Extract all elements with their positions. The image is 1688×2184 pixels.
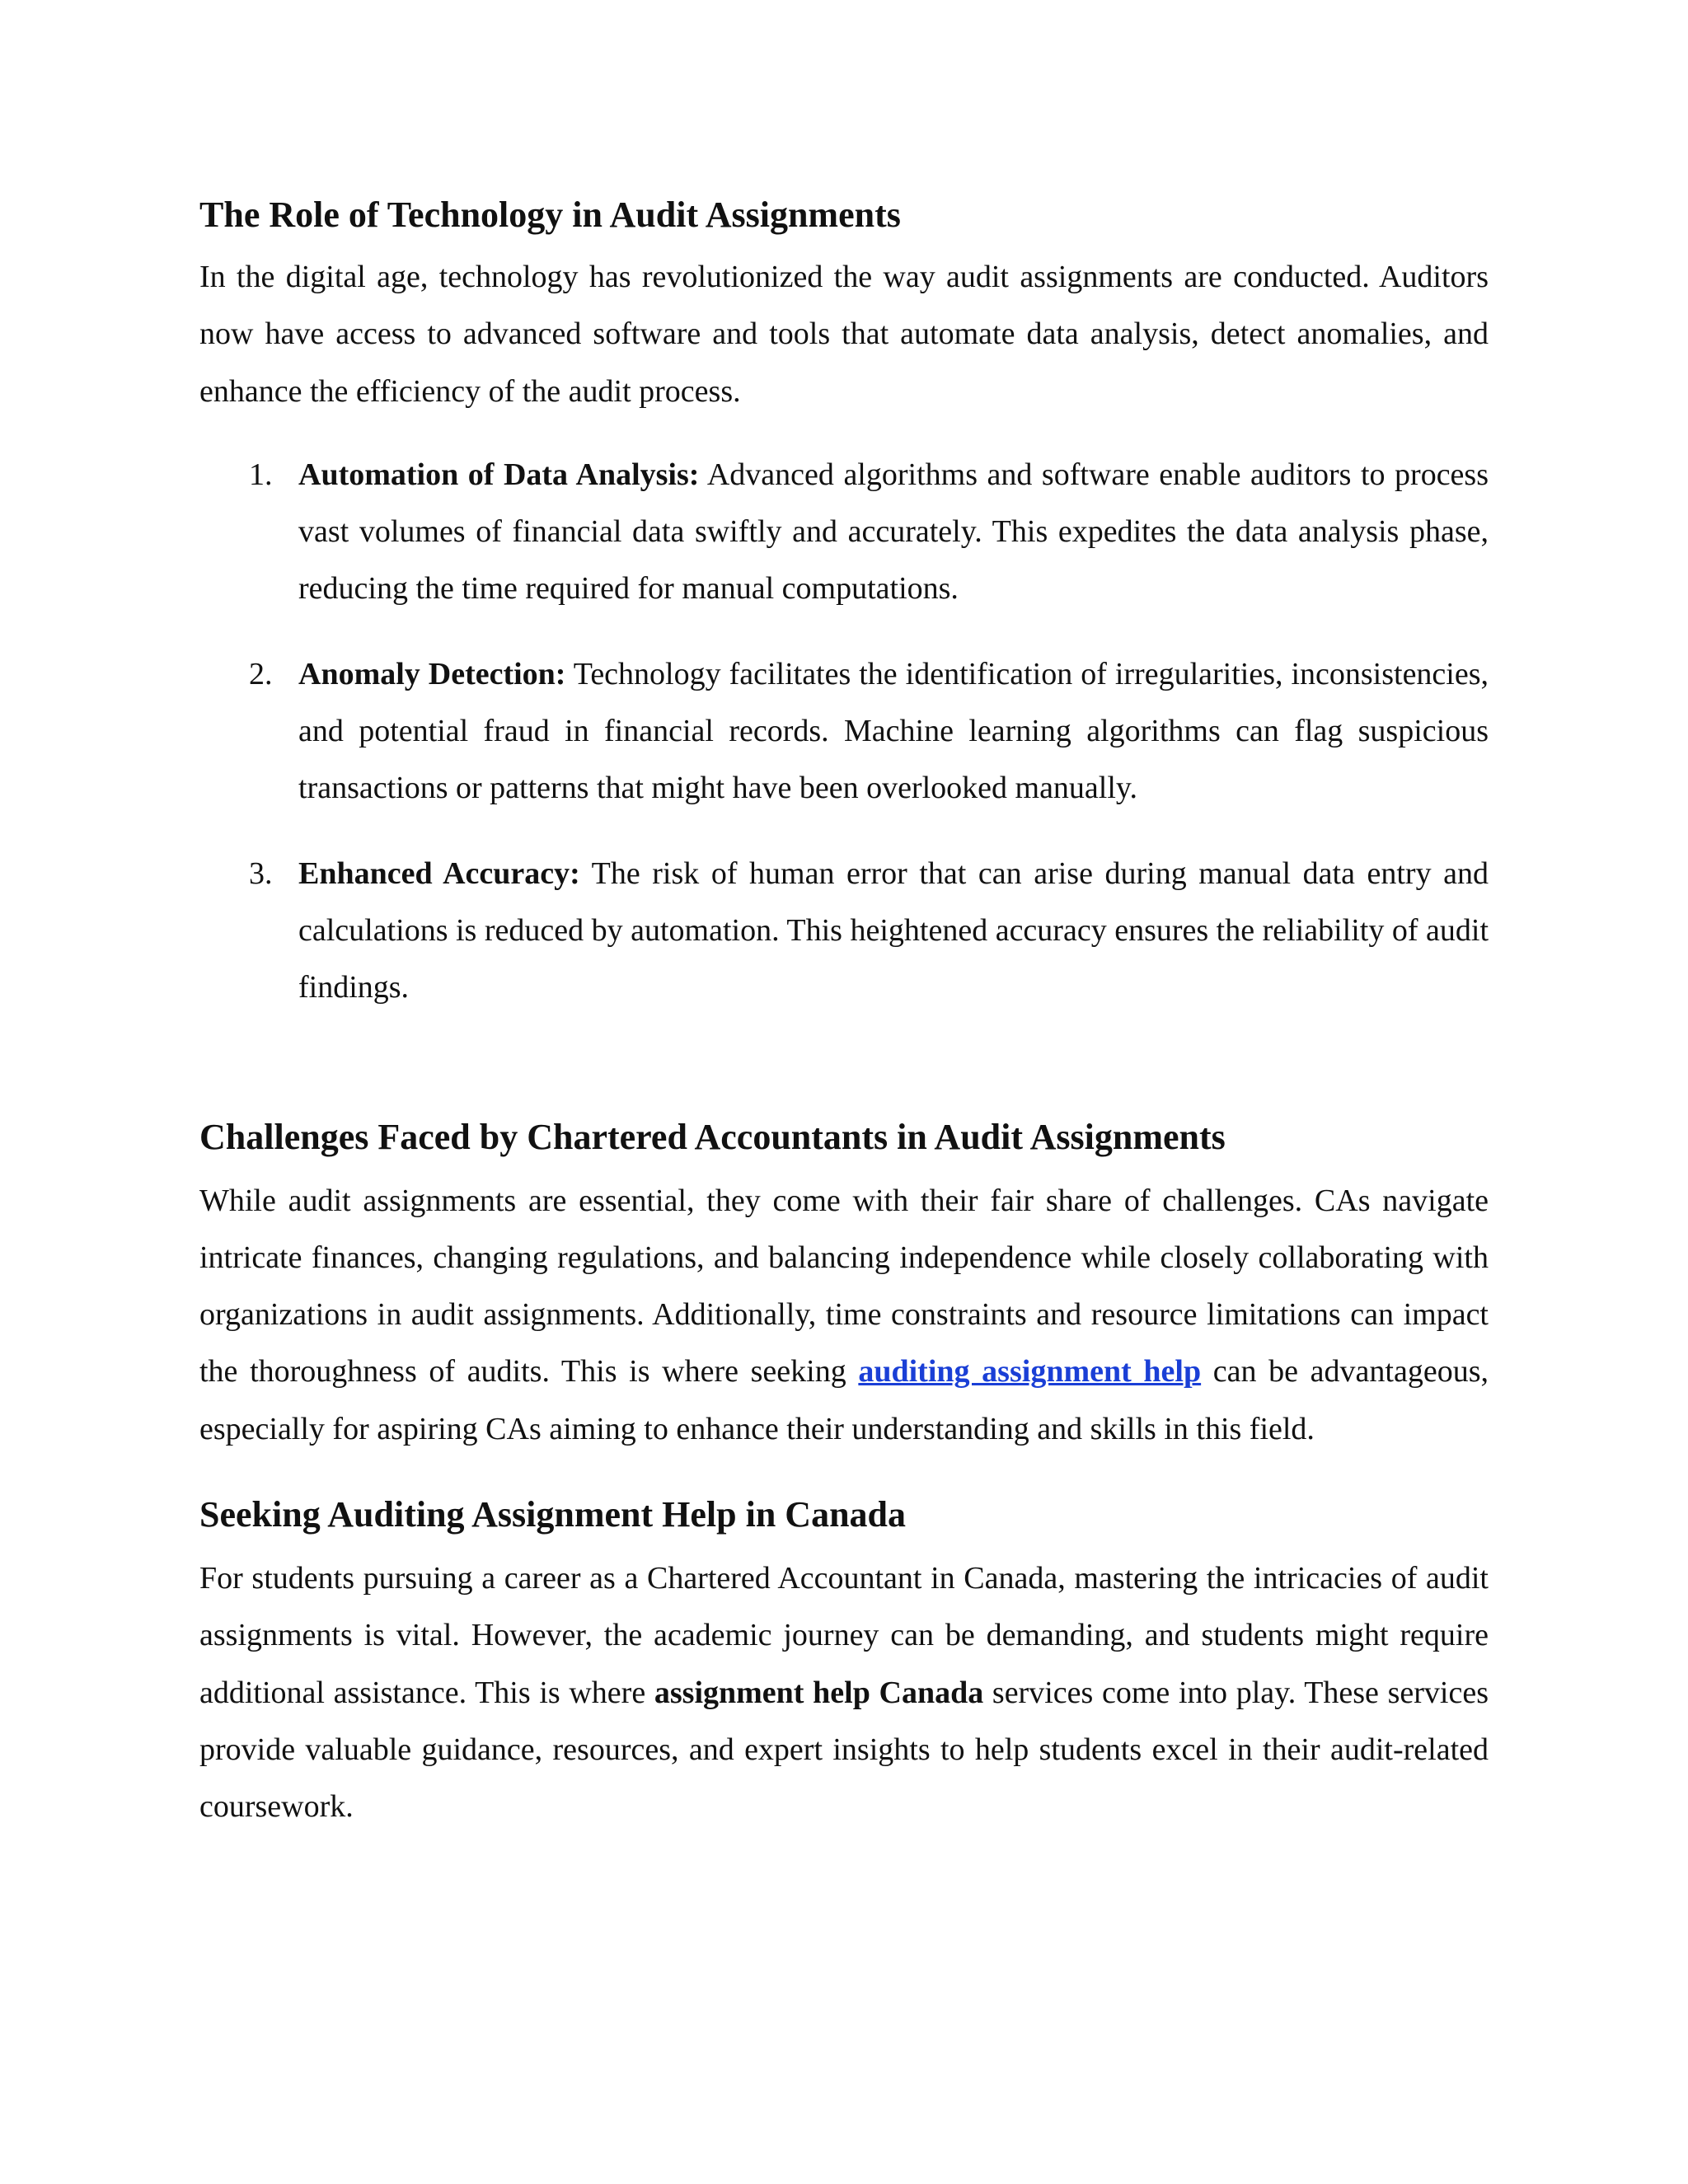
paragraph-text: For students pursuing a career as a Chartered Accountant in Canada, mastering the intricacies of audit assignments is vital. However, the academic journey can be demanding, and students might require additional assistance. This is where bbox=[199, 1561, 1489, 1710]
list-item-title: Anomaly Detection: bbox=[298, 656, 566, 691]
list-item-text: Technology facilitates the identification of irregularities, inconsistencies, and potential fraud in financial records. Machine learning algorithms can flag suspicious transactions or patterns that might have been overlooked manually. bbox=[298, 656, 1489, 806]
list-item-text: Advanced algorithms and software enable auditors to process vast volumes of financial data swiftly and accurately. This expedites the data analysis phase, reducing the time required for manual computations. bbox=[298, 457, 1489, 607]
list-item bbox=[199, 846, 1489, 1017]
section-paragraph-technology: In the digital age, technology has revolutionized the way audit assignments are conducted. Auditors now have access to advanced software and tools that automate data analysis, detect anomalies, and enhance the efficiency of the audit process. bbox=[199, 260, 1489, 409]
list-item-number: 2. bbox=[249, 656, 273, 691]
paragraph-text: While audit assignments are essential, they come with their fair share of challenges. CAs navigate intricate finances, changing regulations, and balancing independence while closely collaborating with organizations in audit assignments. Additionally, time constraints and resource limitations can impact the thoroughness of audits. This is where seeking bbox=[199, 1183, 1489, 1390]
section-paragraph-canada bbox=[199, 1550, 1489, 1835]
list-item bbox=[199, 447, 1489, 618]
auditing-assignment-help-link[interactable]: auditing assignment help bbox=[858, 1354, 1202, 1390]
list-item bbox=[199, 646, 1489, 818]
technology-benefits-list bbox=[199, 447, 1489, 1017]
list-item-title: Enhanced Accuracy: bbox=[298, 855, 580, 891]
paragraph-text: can be advantageous, especially for aspiring CAs aiming to enhance their understanding and skills in this field. bbox=[199, 1354, 1489, 1446]
section-heading-canada: Seeking Auditing Assignment Help in Canada bbox=[199, 1494, 907, 1535]
list-item-number: 3. bbox=[249, 855, 273, 891]
section-heading-challenges: Challenges Faced by Chartered Accountants in Audit Assignments bbox=[199, 1116, 1226, 1157]
list-item-text: The risk of human error that can arise during manual data entry and calculations is reduced by automation. This heightened accuracy ensures the reliability of audit findings. bbox=[298, 855, 1489, 1005]
section-heading-technology: The Role of Technology in Audit Assignments bbox=[199, 194, 901, 235]
paragraph-text: services come into play. These services provide valuable guidance, resources, and expert insights to help students excel in their audit-related coursework. bbox=[199, 1675, 1489, 1825]
bold-keyword: assignment help Canada bbox=[654, 1675, 984, 1710]
list-item-title: Automation of Data Analysis: bbox=[298, 457, 700, 492]
section-paragraph-challenges bbox=[199, 1173, 1489, 1458]
list-item-number: 1. bbox=[249, 457, 273, 492]
document-page bbox=[199, 191, 1489, 1836]
